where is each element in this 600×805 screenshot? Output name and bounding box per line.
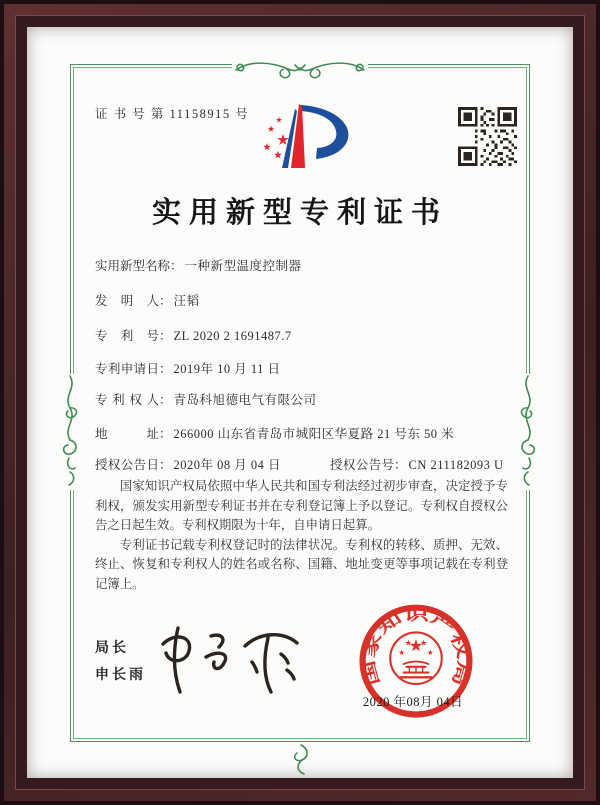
field-label: 专利权人 (95, 393, 159, 407)
left-flourish-ornament (56, 374, 84, 490)
field-value: 青岛科旭德电气有限公司 (173, 393, 317, 407)
seal-text: 国家知识产权局 (360, 605, 473, 688)
seal-emblem (399, 639, 433, 655)
field-value: ZL 2020 2 1691487.7 (173, 329, 292, 343)
field-label: 专利号 (95, 329, 159, 343)
field-value: 2019年 10 月 11 日 (173, 362, 281, 376)
director-title: 局长 (95, 639, 129, 655)
field-label: 授权公告日 (95, 458, 159, 472)
field-value: 一种新型温度控制器 (184, 259, 302, 273)
field-row-patent-number: 专利号： ZL 2020 2 1691487.7 (95, 326, 292, 344)
field-value: 266000 山东省青岛市城阳区华夏路 21 号东 50 米 (173, 427, 455, 441)
field-grant-number: 授权公告号： CN 211182093 U (330, 455, 503, 473)
field-label: 授权公告号 (330, 458, 394, 472)
bottom-flourish-ornament (286, 743, 316, 777)
right-flourish-ornament (514, 374, 542, 490)
certificate-title: 实用新型专利证书 (151, 197, 448, 229)
cnipa-logo-icon (264, 101, 354, 171)
field-value: CN 211182093 U (408, 458, 504, 472)
director-name: 申长雨 (95, 666, 146, 682)
field-value: 2020年 08 月 04 日 (173, 458, 282, 472)
field-row-inventor: 发明人： 汪韬 (95, 291, 200, 309)
seal-date: 2020 年08月 04日 (362, 695, 464, 709)
field-label: 专利申请日 (95, 362, 159, 376)
legal-paragraph-1: 国家知识产权局依照中华人民共和国专利法经过初步审查，决定授予专利权，颁发实用新型专利证书并在专利登记簿上予以登记。专利权自授权公告之日起生效。专利权期限为十年，自申请日起算。 (95, 479, 508, 533)
certificate-number: 证 书 号 第 11158915 号 (95, 107, 250, 121)
director-signature (148, 620, 300, 700)
field-row-patentee: 专利权人： 青岛科旭德电气有限公司 (95, 390, 317, 408)
top-flourish-ornament (232, 56, 368, 82)
field-label: 实用新型名称 (95, 259, 171, 273)
field-row-name: 实用新型名称： 一种新型温度控制器 (95, 256, 302, 274)
field-label: 地址 (95, 427, 159, 441)
field-row-filing-date: 专利申请日： 2019年 10 月 11 日 (95, 359, 281, 377)
field-row-address: 地址： 266000 山东省青岛市城阳区华夏路 21 号东 50 米 (95, 424, 454, 442)
field-value: 汪韬 (173, 294, 200, 308)
qr-code (458, 107, 517, 166)
field-label: 发明人 (95, 294, 159, 308)
field-row-grant: 授权公告日： 2020年 08 月 04 日 授权公告号： CN 211182093 U (95, 455, 281, 473)
legal-text (95, 477, 508, 595)
legal-paragraph-2: 专利证书记载专利权登记时的法律状况。专利权的转移、质押、无效、终止、恢复和专利权人的姓名或名称、国籍、地址变更等事项记载在专利登记簿上。 (95, 537, 508, 591)
